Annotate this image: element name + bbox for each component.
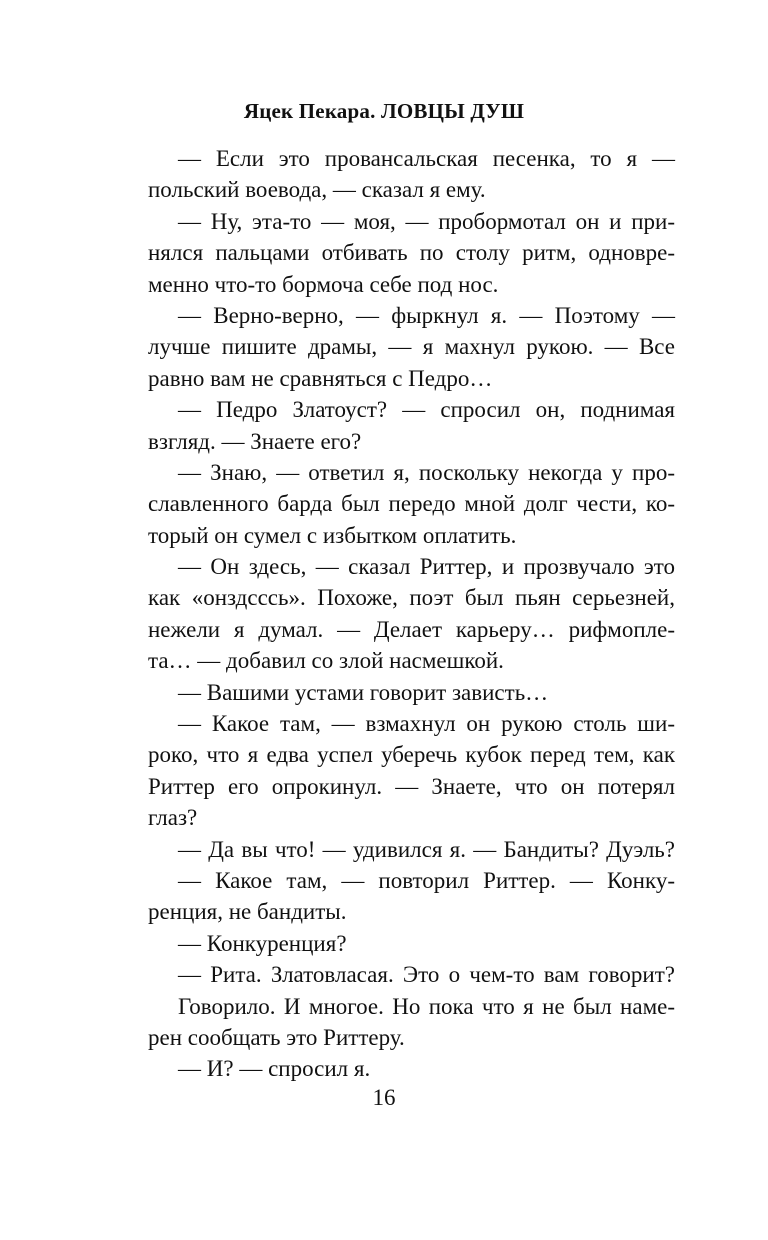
text-line: польский воевода, — сказал я ему. [148,177,486,203]
text-line: — Вашими устами говорит зависть… [178,679,549,705]
text-line: нежели я думал. — Делает карьеру… рифмопле- [148,616,675,642]
text-line: — Да вы что! — удивился я. — Бандиты? Дуэль? [178,836,675,862]
text-line: славленного барда был передо мной долг чести, ко- [148,491,675,517]
body-text [148,143,675,1085]
text-line: — Он здесь, — сказал Риттер, и прозвучало это [178,554,675,580]
text-line: роко, что я едва успел уберечь кубок перед тем, как [148,742,675,768]
text-line: — Какое там, — повторил Риттер. — Конку- [178,867,675,893]
text-line: торый он сумел с избытком оплатить. [148,522,517,548]
running-head: Яцек Пекара. ЛОВЦЫ ДУШ [243,99,525,123]
text-line: как «онздсссь». Похоже, поэт был пьян серьезней, [148,585,675,611]
text-line: нялся пальцами отбивать по столу ритм, одновре- [148,240,675,266]
text-line: Говорило. И многое. Но пока что я не был наме- [178,993,675,1019]
text-line: — Рита. Златовласая. Это о чем-то вам говорит? [178,962,675,988]
text-line: равно вам не сравняться с Педро… [148,365,493,391]
page-number: 16 [372,1085,396,1110]
text-line: лучше пишите драмы, — я махнул рукою. — Все [148,334,675,360]
text-line: менно что-то бормоча себе под нос. [148,271,499,297]
text-line: — Педро Златоуст? — спросил он, поднимая [178,397,675,423]
text-line: — Ну, эта-то — моя, — пробормотал он и при- [178,208,675,234]
text-line: рен сообщать это Риттеру. [148,1024,405,1050]
text-line: глаз? [148,805,198,831]
text-line: — Конкуренция? [178,930,347,956]
text-line: та… — добавил со злой насмешкой. [148,648,504,674]
text-line: — И? — спросил я. [178,1056,371,1082]
text-line: — Какое там, — взмахнул он рукою столь ши- [178,711,675,737]
text-line: ренция, не бандиты. [148,899,347,925]
text-line: Риттер его опрокинул. — Знаете, что он потерял [148,773,675,799]
text-line: взгляд. — Знаете его? [148,428,362,454]
text-line: — Знаю, — ответил я, поскольку некогда у про- [178,459,675,485]
text-line: — Если это провансальская песенка, то я — [178,146,675,171]
text-line: — Верно-верно, — фыркнул я. — Поэтому — [178,302,675,328]
